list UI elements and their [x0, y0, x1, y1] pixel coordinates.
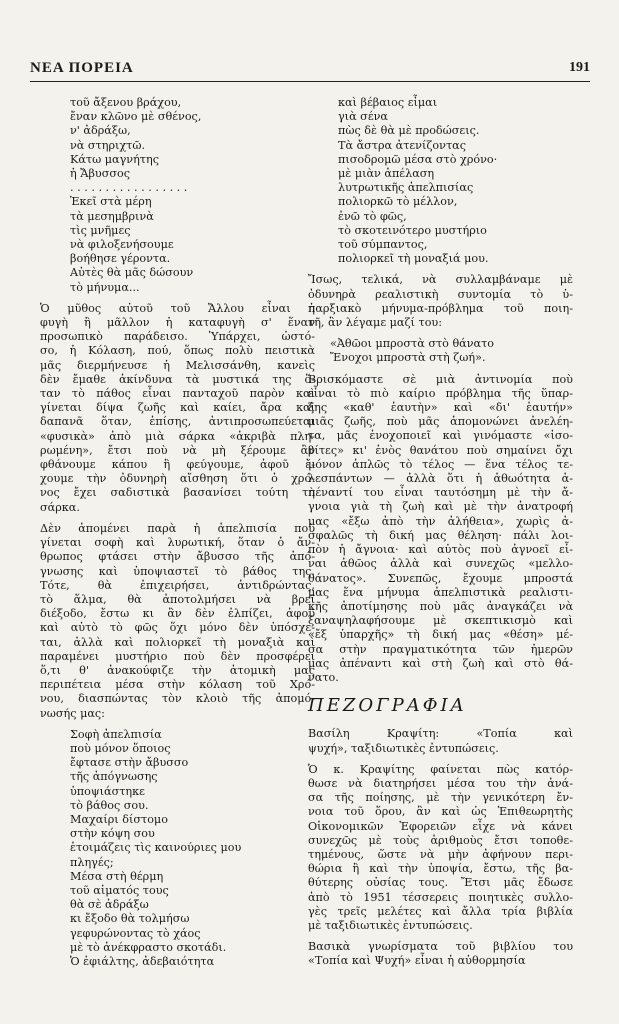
text-line: θύτερης οὐσίας τους. Ἔτσι μᾶς ἔδωσε — [308, 876, 573, 890]
section-heading: ΠΕΖΟΓΡΑΦΙΑ — [308, 695, 467, 717]
paragraph — [308, 763, 573, 933]
text-line: Ὁ μῦθος αὐτοῦ τοῦ Ἄλλου εἶναι ἡ — [40, 301, 315, 315]
text-line: Ἔνοχοι μπροστὰ στὴ ζωή». — [330, 351, 486, 365]
text-line: ἔναν κλῶνο μὲ σθένος, — [70, 110, 202, 124]
text-line: θώρια ἢ καὶ τὴν ὑποψία, ἔστω, τῆς βα- — [308, 862, 573, 876]
text-line: τὶς μνῆμες — [70, 223, 131, 237]
text-line: γνοια γιὰ τὴ ζωὴ καὶ μὲ τὴν ἀνατροφή — [308, 500, 573, 514]
text-line: δαπανᾶ ὅταν, ἐπίσης, ἀντιπροσωπεύεται — [40, 415, 315, 429]
text-line: πέναντί του εἶναι ταυτόσημη μὲ τὴν ἄ- — [308, 486, 573, 500]
left-column — [40, 96, 315, 976]
text-line: Τὰ ἄστρα ἀτενίζοντας — [338, 138, 466, 152]
text-line: «Ἀθῶοι μπροστὰ στὸ θάνατο — [330, 337, 495, 351]
text-line: «ἔξ ὑπαρχῆς» τὴ δική μας «θέση» μέ- — [308, 628, 573, 642]
quotation — [308, 337, 573, 365]
text-line: Βασικὰ γνωρίσματα τοῦ βιβλίου του — [308, 940, 573, 954]
poem-excerpt-3 — [308, 96, 573, 266]
text-line: μιᾶς ζωῆς, ποὺ μᾶς ἀπομονώνει ἀνελέη- — [308, 415, 573, 429]
text-line: ἐνῶ τὸ φῶς, — [338, 209, 407, 223]
text-line: ἔφτασε στὴν ἄβυσσο — [70, 756, 189, 770]
text-line: μόνον ἁπλῶς τὸ τέλος — ἕνα τέλος τε- — [308, 457, 573, 471]
text-line: θάνατος». Συνεπῶς, ἔχουμε μπροστά — [308, 571, 573, 585]
text-line: Βρισκόμαστε σὲ μιὰ ἀντινομία ποὺ — [308, 372, 573, 386]
paragraph — [40, 522, 315, 721]
text-line: ἀπὸ τὸ 1951 τέσσερεις ποιητικὲς συλλο- — [308, 890, 573, 904]
text-line: καὶ αὐτὸ τὸ φῶς ὅχι μόνο δὲν ὑπόσχε- — [40, 621, 315, 635]
text-line: θωσε νὰ διατηρήσει μέσα του τὴν ἀνά- — [308, 776, 573, 790]
text-line: ξαναψηλαφήσουμε μὲ σκεπτικισμὸ καὶ — [308, 614, 573, 628]
text-line: ποὺ μόνον ὅποιος — [70, 741, 171, 755]
text-line: ὅ,τι θ' ἀνακούφιζε τὴν ἀτομικὴ μας — [40, 663, 315, 677]
page-number: 191 — [569, 60, 590, 75]
text-line: λυτρωτικῆς ἀπελπισίας — [338, 181, 474, 195]
paragraph — [40, 302, 315, 515]
text-line: γνωσης καὶ ὑποψιαστεῖ τὸ βάθος της. — [40, 564, 315, 578]
text-line: τημένους, ὥστε νὰ μὴν ἀφήνουν περι- — [308, 847, 573, 861]
text-line: πὼς δὲ θὰ μὲ προδώσεις. — [338, 124, 480, 138]
text-line: νατο. — [308, 670, 339, 684]
text-line: τοῦ σύμπαντος, — [338, 238, 428, 252]
text-line: νος ἔχει σαδιστικὰ βασανίσει τούτη τὴ — [40, 486, 315, 500]
poem-excerpt-1 — [40, 96, 315, 295]
text-line: ρωμένη», ἔτσι ποὺ νὰ μὴ ξέρουμε ἂν — [40, 443, 315, 457]
text-line: στὴν κόψη σου — [70, 827, 155, 841]
text-line: διέξοδο, ἔστω κι ἂν δὲν ἐλπίζει, ἀφοῦ — [40, 607, 315, 621]
text-line: τὸ ἅλμα, θὰ ἀποτολμήσει νὰ βρεῖ — [40, 592, 315, 606]
text-line: κῆς ἀποτίμησης ποὺ μᾶς ἀναγκάζει νὰ — [308, 599, 573, 613]
text-line: μὲ τὸ ἀνέκφραστο σκοτάδι. — [70, 940, 227, 954]
text-line: γίνεται σοφὴ καὶ λυρωτική, ὅταν ὁ ἄν- — [40, 536, 315, 550]
text-line: πολιορκῶ τὸ μέλλον, — [338, 195, 458, 209]
text-line: τὸ βάθος σου. — [70, 798, 149, 812]
text-line: «φυσικὰ» ἀπὸ μιὰ σάρκα «ἀκριβὰ πλη- — [40, 429, 315, 443]
text-line: βοήθησε γέροντα. — [70, 252, 171, 266]
text-line: ναι ἀθῶος ἀλλὰ καὶ συνεχῶς «μελλο- — [308, 557, 573, 571]
text-line: ἡ Ἄβυσσος — [70, 167, 131, 181]
text-line: συνεχῶς μὲ τοὺς ἀριθμοὺς ἔτσι τοποθε- — [308, 833, 573, 847]
text-line: καὶ βέβαιος εἶμαι — [338, 96, 438, 109]
text-line: γίνεται δίψα ζωῆς καὶ καίει, ἄρα καὶ — [40, 401, 315, 415]
book-reference — [308, 727, 573, 755]
text-line: ψυχή», ταξιδιωτικὲς ἐντυπώσεις. — [308, 741, 499, 755]
text-line: τα, μᾶς ἐνοχοποιεῖ καὶ γινόμαστε «ἰσο- — [308, 429, 573, 443]
text-line: βίτες» κι' ἑνὸς θανάτου ποὺ σημαίνει ὄχι — [308, 443, 573, 457]
text-line: σα στὴν πραγματικότητα τῶν ἡμερῶν — [308, 642, 573, 656]
text-line: μας ἕνα μήνυμα ἀπελπιστικὰ ρεαλιστι- — [308, 585, 573, 599]
text-line: εἶναι τὸ πιὸ καίριο πρόβλημα τῆς ὕπαρ- — [308, 386, 573, 400]
paragraph — [308, 940, 573, 968]
text-line: Τότε, θὰ ἐπιχειρήσει, ἀντιδρώντας, — [40, 578, 315, 592]
text-line: Αὐτὲς θὰ μᾶς δώσουν — [70, 266, 194, 280]
text-line: λεσπάντων — ἀλλὰ ὅτι ἡ ἀθωότητα ἀ- — [308, 472, 573, 486]
text-line: γεφυρώνοντας τὸ χάος — [70, 926, 201, 940]
text-line: φυγὴ ἢ μᾶλλον ἡ καταφυγὴ σ' ἕναν — [40, 316, 315, 330]
text-line: τοῦ ἄξενου βράχου, — [70, 96, 182, 109]
page-header — [30, 60, 590, 80]
text-line: ὑποψιάστηκε — [70, 784, 145, 798]
text-line: τὰ μεσημβρινὰ — [70, 209, 154, 223]
text-line: Οἰκονομικῶν Ἐφορειῶν εἶχε νὰ κάνει — [308, 819, 573, 833]
text-line: πισοδρομῶ μέσα στὸ χρόνο· — [338, 152, 498, 166]
text-line: Ἐκεῖ στὰ μέρη — [70, 195, 152, 209]
text-line: Ὁ ἐφιάλτης, ἀδεβαιότητα — [70, 954, 215, 968]
text-line: θρωπος φτάσει στὴν ἄβυσσο τῆς ἀπό- — [40, 550, 315, 564]
text-line: ταν τὸ πάθος εἶναι πανταχοῦ παρὸν καὶ — [40, 387, 315, 401]
text-line: τοῦ αἱματός τους — [70, 883, 169, 897]
text-line: μὲ μιὰν ἀπέλαση — [338, 167, 435, 181]
text-line: τῆ, ἂν λέγαμε μαζί του: — [308, 316, 442, 330]
text-line: ξης «καθ' ἑαυτὴν» καὶ «δι' ἑαυτήν» — [308, 401, 573, 415]
text-line: γὲς τρεῖς μελέτες καὶ ἄλλα τρία βιβλία — [308, 904, 573, 918]
text-line: προσωπικὸ παράδεισο. Ὑπάρχει, ὡστό- — [40, 330, 315, 344]
text-line: νου, διασπώντας τὸν κλοιὸ τῆς ἀπομό- — [40, 692, 315, 706]
text-line: Ἴσως, τελικά, νὰ συλλαμβάναμε μὲ — [308, 273, 573, 287]
text-line: Ὁ κ. Κραψίτης φαίνεται πὼς κατόρ- — [308, 762, 573, 776]
text-line: νωσής μας: — [40, 706, 105, 720]
text-line: χουμε τὴν ὀδυνηρὴ αἴσθηση ὅτι ὁ χρό- — [40, 472, 315, 486]
paragraph — [308, 273, 573, 330]
right-column — [308, 96, 573, 976]
text-line: δὲν ἔμαθε ἀκίνδυνα τὰ μυστικά της ὅ- — [40, 372, 315, 386]
text-line: νοια τοῦ ὅρου, ἂν καὶ ὡς Ἐπιθεωρητὴς — [308, 805, 573, 819]
text-line: γιὰ σένα — [338, 110, 388, 124]
text-line: σα τῆς ποίησης, μὲ τὴν γενικότερη ἔν- — [308, 791, 573, 805]
header-rule — [30, 81, 590, 82]
text-line: νὰ στηριχτῶ. — [70, 138, 146, 152]
text-line: σάρκα. — [40, 500, 80, 514]
text-line: Βασίλη Κραψίτη: «Τοπία καὶ — [308, 727, 573, 741]
text-line: «Τοπία καὶ Ψυχή» εἶναι ἡ αὐθορμησία — [308, 954, 526, 968]
text-line: πολιορκεῖ τὴ μοναξιά μου. — [338, 252, 489, 266]
text-line: παραμένει μυστήριο ποὺ δὲν προσφέρει — [40, 649, 315, 663]
text-line: Δὲν ἀπομένει παρὰ ἡ ἀπελπισία ποὺ — [40, 521, 315, 535]
text-line: Μέσα στὴ θέρμη — [70, 869, 164, 883]
text-line: μας ἀπέναντι καὶ στὴ ζωὴ καὶ στὸ θά- — [308, 656, 573, 670]
text-line: ἑτοιμάζεις τὶς καινούριες μου — [70, 841, 242, 855]
text-line: τῆς ἀπόγνωσης — [70, 770, 158, 784]
text-line: ὀδυνηρὰ ρεαλιστικὴ συντομία τὸ ὑ- — [308, 287, 573, 301]
text-line: σο, ἡ Κόλαση, πού, ὅπως πολὺ πειστικὰ — [40, 344, 315, 358]
text-line: πὸν ἡ ἄγνοια· καὶ αὐτὸς ποὺ ἀγνοεῖ εἶ- — [308, 543, 573, 557]
text-line: ται, ἀλλὰ καὶ πολιορκεῖ τὴ μοναξιὰ καὶ — [40, 635, 315, 649]
journal-title: ΝΕΑ ΠΟΡΕΙΑ — [30, 60, 134, 76]
text-line: . . . . . . . . . . . . . . . . . — [70, 181, 188, 195]
text-line: Σοφὴ ἀπελπισία — [70, 727, 162, 741]
text-line: μὲ ταξιδιωτικὲς ἐντυπώσεις. — [308, 918, 473, 932]
text-line: νὰ φιλοξενήσουμε — [70, 238, 174, 252]
text-line: φθάνουμε κάπου ἢ φεύγουμε, ἀφοῦ ἔ- — [40, 458, 315, 472]
text-line: σφαλῶς τὴ δική μας θέληση· πάλι λοι- — [308, 528, 573, 542]
text-line: θὰ σὲ ἀδράξω — [70, 898, 149, 912]
text-line: περιπέτεια μέσα στὴν κόλαση τοῦ Χρό- — [40, 678, 315, 692]
text-line: παρξιακὸ μήνυμα-πρόβλημα τοῦ ποιη- — [308, 301, 573, 315]
paragraph — [308, 373, 573, 685]
text-line: μᾶς διερμήνευσε ἡ Μελισσάνθη, κανεὶς — [40, 358, 315, 372]
text-line: τὸ μήνυμα... — [70, 280, 140, 294]
text-line: πληγές; — [70, 855, 114, 869]
text-line: ν' ἀδράξω, — [70, 124, 131, 138]
text-line: μας «ἔξω ἀπὸ τὴν ἀλήθεια», χωρὶς ἀ- — [308, 514, 573, 528]
text-line: τὸ σκοτεινότερο μυστήριο — [338, 223, 487, 237]
text-line: Μαχαίρι δίστομο — [70, 812, 168, 826]
text-line: κι ἔξοδο θὰ τολμήσω — [70, 912, 190, 926]
text-line: Κάτω μαγνήτης — [70, 152, 159, 166]
poem-excerpt-2 — [40, 728, 315, 969]
